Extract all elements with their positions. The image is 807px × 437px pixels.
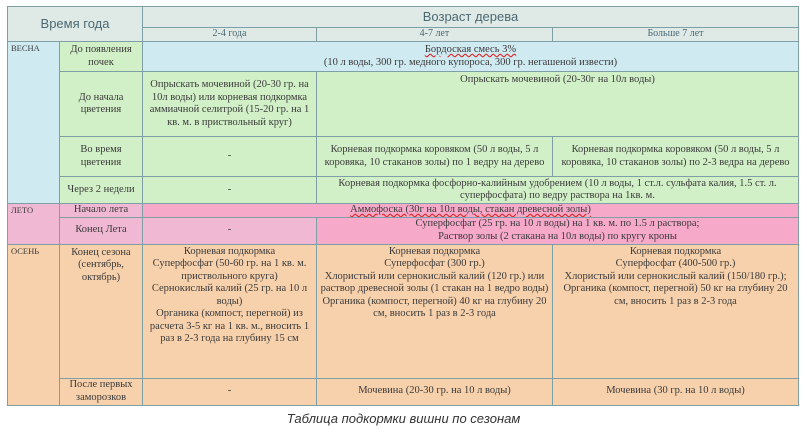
autumn-time-end-season: Конец сезона (сентябрь, октябрь) (60, 244, 143, 378)
autumn-after-frost-4-7: Мочевина (20-30 гр. на 10 л воды) (317, 378, 553, 405)
table-caption: Таблица подкормки вишни по сезонам (286, 411, 521, 426)
summer-ash-line: Раствор золы (2 стакана на 10л воды) по кругу кроны (438, 230, 677, 242)
spring-time-during-bloom: Во время цветения (60, 137, 143, 177)
autumn-c2-line-3: Органика (компост, перегной) 40 кг на глубину 20 см, вносить 1 раз в 2-3 года (322, 295, 547, 319)
autumn-c1-line-3: Органика (компост, перегной) из расчета 3-5 кг на 1 кв. м., вносить 1 раз в 2-3 года на глубину 15 см (149, 308, 310, 344)
spring-before-bloom-2-4: Опрыскать мочевиной (20-30 гр. на 10л воды) или корневая подкормка аммиачной селитрой (15-20 гр. на 1 кв. м. в приствольный круг) (143, 72, 317, 137)
autumn-c1-line-0: Корневая подкормка (183, 245, 276, 257)
season-spring: ВЕСНА (8, 42, 60, 204)
autumn-c3-line-2: Хлористый или сернокислый калий (150/180 гр.); (564, 270, 787, 282)
bordeaux-mixture-recipe: (10 л воды, 300 гр. медного купороса, 300 гр. негашеной извести) (323, 56, 618, 68)
ammophoska-label: Аммофоска (30г на 10л воды, стакан древесной золы) (350, 204, 591, 215)
autumn-after-frost-2-4: - (143, 378, 317, 405)
autumn-c2-line-0: Корневая подкормка (388, 245, 481, 257)
season-autumn: ОСЕНЬ (8, 244, 60, 405)
spring-time-two-weeks: Через 2 недели (60, 177, 143, 204)
autumn-c1-line-1: Суперфосфат (50-60 гр. на 1 кв. м. приствольного круга) (152, 258, 307, 282)
age-7plus-header: Больше 7 лет (553, 28, 799, 42)
spring-before-bloom-4-plus: Опрыскать мочевиной (20-30г на 10л воды) (317, 72, 799, 137)
tree-age-header: Возраст дерева (143, 7, 799, 28)
summer-end-2-4: - (143, 217, 317, 244)
spring-time-before-buds: До появления почек (60, 42, 143, 72)
autumn-c3-line-3: Органика (компост, перегной) 50 кг на глубину 20 см, вносить 1 раз в 2-3 года (563, 283, 788, 307)
summer-superphosphate-line: Суперфосфат (25 гр. на 10 л воды) на 1 кв. м. по 1.5 л раствора; (415, 218, 700, 229)
cherry-feeding-table (7, 6, 799, 406)
spring-during-bloom-7plus: Корневая подкормка коровяком (50 л воды, 5 л коровяка, 10 стаканов золы) по 2-3 ведра на дерево (553, 137, 799, 177)
autumn-c3-line-0: Корневая подкормка (629, 245, 722, 257)
summer-end-4-plus (317, 217, 799, 244)
autumn-after-frost-7plus: Мочевина (30 гр. на 10 л воды) (553, 378, 799, 405)
autumn-end-season-4-7 (317, 244, 553, 378)
autumn-end-season-7plus (553, 244, 799, 378)
bordeaux-mixture-label: Бордоская смесь 3% (424, 44, 517, 55)
summer-time-end: Конец Лета (60, 217, 143, 244)
autumn-c3-line-1: Суперфосфат (400-500 гр.) (615, 258, 736, 269)
season-header: Время года (8, 7, 143, 42)
spring-two-weeks-4-plus: Корневая подкормка фосфорно-калийным удобрением (10 л воды, 1 ст.л. сульфата калия, 1.5 ст. л. суперфосфата) по ведру раствора на 1кв. м. (317, 177, 799, 204)
season-summer: ЛЕТО (8, 204, 60, 245)
spring-two-weeks-2-4: - (143, 177, 317, 204)
spring-time-before-bloom: До начала цветения (60, 72, 143, 137)
age-4-7-header: 4-7 лет (317, 28, 553, 42)
summer-start-all (143, 204, 799, 218)
autumn-end-season-2-4 (143, 244, 317, 378)
age-2-4-header: 2-4 года (143, 28, 317, 42)
spring-during-bloom-2-4: - (143, 137, 317, 177)
spring-before-buds-all (143, 42, 799, 72)
feeding-table-wrapper (7, 6, 798, 406)
summer-time-start: Начало лета (60, 204, 143, 218)
autumn-c2-line-1: Суперфосфат (300 гр.) (384, 258, 485, 269)
autumn-c2-line-2: Хлористый или сернокислый калий (120 гр.) или раствор древесной золы (1 стакан на 1 ведро воды) (320, 270, 549, 294)
autumn-c1-line-2: Сернокислый калий (25 гр. на 10 л воды) (151, 283, 308, 307)
autumn-time-after-frost: После первых заморозков (60, 378, 143, 405)
spring-during-bloom-4-7: Корневая подкормка коровяком (50 л воды, 5 л коровяка, 10 стаканов золы) по 1 ведру на дерево (317, 137, 553, 177)
